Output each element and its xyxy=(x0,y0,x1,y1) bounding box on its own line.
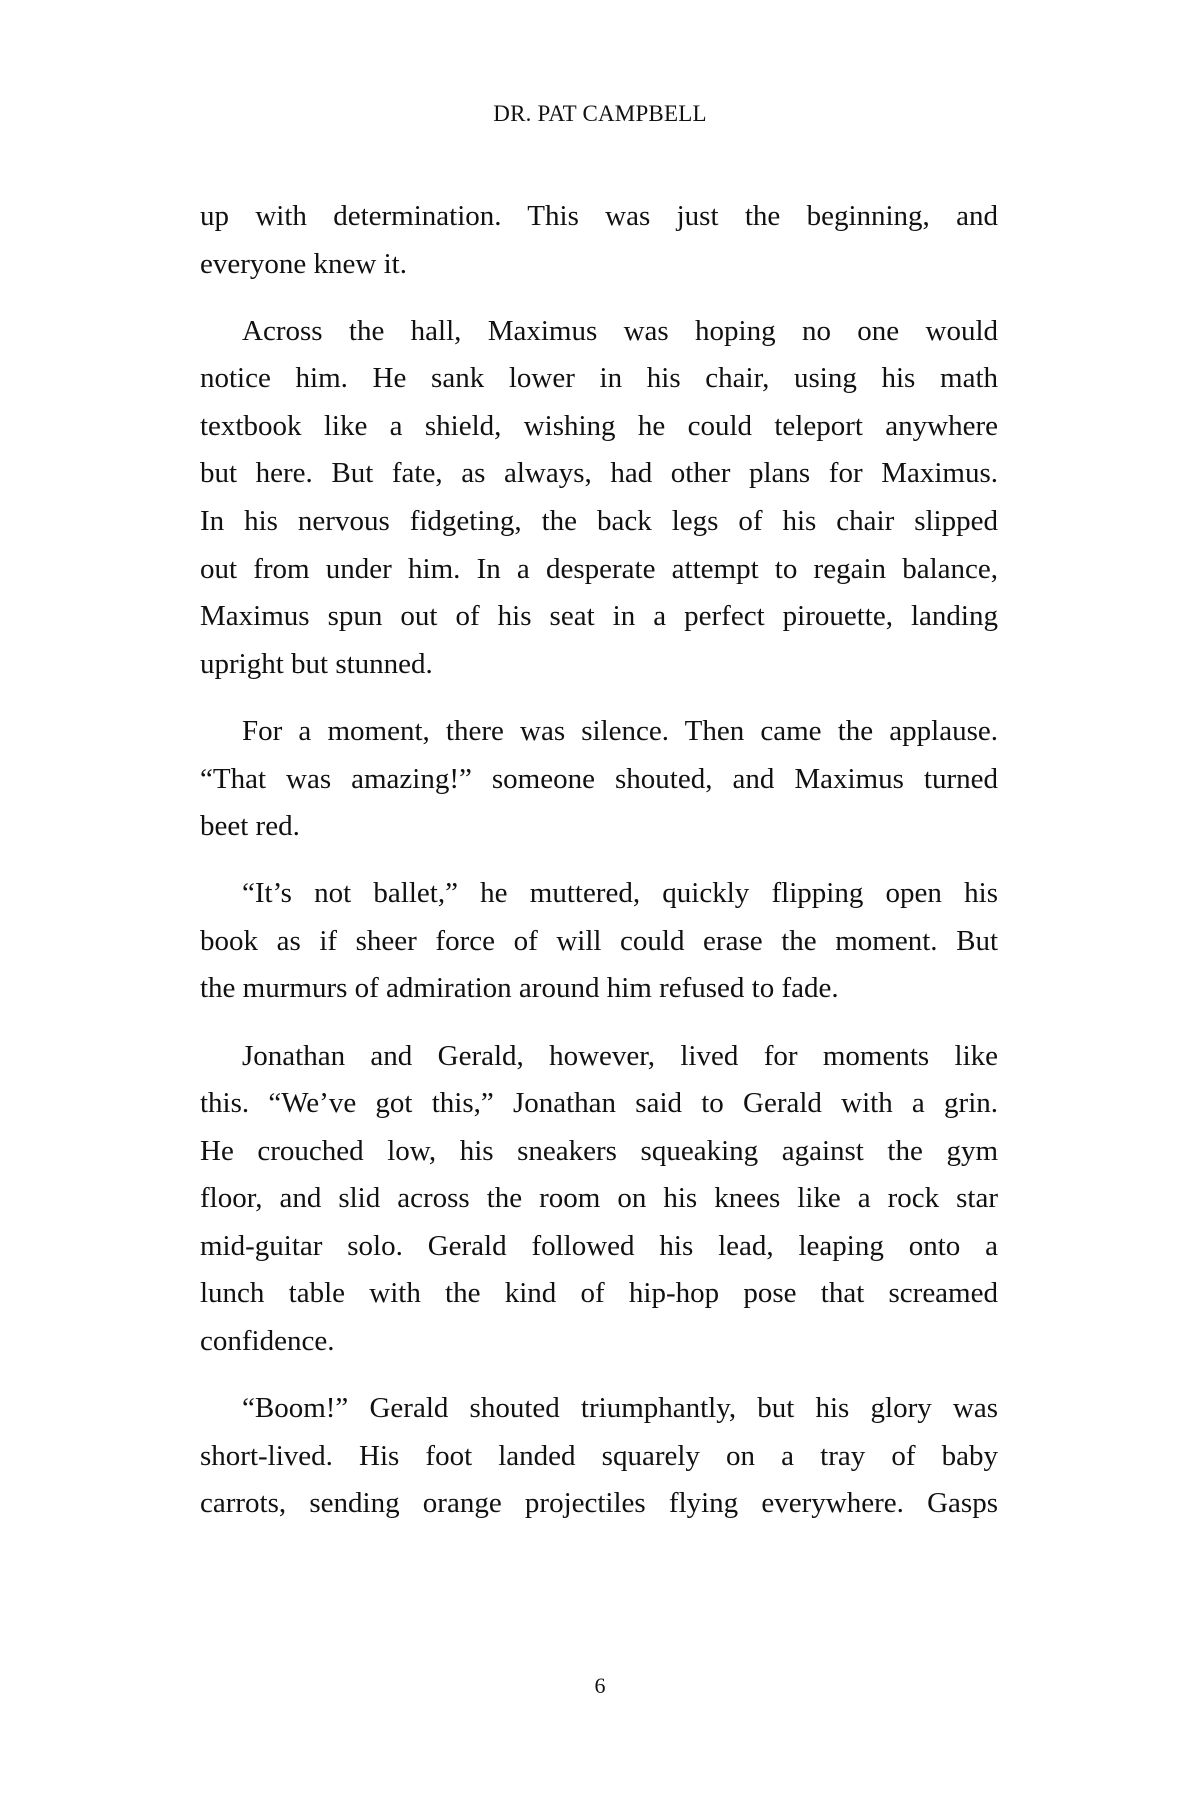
text-line: book as if sheer force of will could erase the moment. But xyxy=(200,924,998,957)
text-line: beet red. xyxy=(200,810,300,843)
page-number: 6 xyxy=(594,1673,606,1698)
paragraph-2 xyxy=(200,308,998,689)
text-line: this. “We’ve got this,” Jonathan said to Gerald with a grin. xyxy=(200,1087,998,1120)
text-line: Across the hall, Maximus was hoping no one would xyxy=(242,314,998,347)
text-line: carrots, sending orange projectiles flying everywhere. Gasps xyxy=(200,1487,998,1520)
text-line: up with determination. This was just the beginning, and xyxy=(200,200,998,232)
text-line: textbook like a shield, wishing he could teleport anywhere xyxy=(200,409,998,442)
text-line: lunch table with the kind of hip-hop pose that screamed xyxy=(200,1277,998,1310)
text-line: Jonathan and Gerald, however, lived for moments like xyxy=(242,1039,998,1072)
text-line: He crouched low, his sneakers squeaking against the gym xyxy=(200,1134,998,1167)
text-line: upright but stunned. xyxy=(200,647,433,680)
text-line: Maximus spun out of his seat in a perfect pirouette, landing xyxy=(200,600,998,633)
body-text xyxy=(200,193,998,1547)
text-line: “Boom!” Gerald shouted triumphantly, but his glory was xyxy=(242,1392,998,1425)
paragraph-6 xyxy=(200,1385,998,1528)
text-line: In his nervous fidgeting, the back legs of his chair slipped xyxy=(200,505,998,538)
text-line: For a moment, there was silence. Then came the applause. xyxy=(242,714,998,747)
paragraph-5 xyxy=(200,1033,998,1366)
text-line: short-lived. His foot landed squarely on a tray of baby xyxy=(200,1439,998,1472)
text-line: notice him. He sank lower in his chair, using his math xyxy=(200,362,998,395)
running-header: DR. PAT CAMPBELL xyxy=(493,101,707,126)
paragraph-3 xyxy=(200,708,998,851)
text-line: “That was amazing!” someone shouted, and Maximus turned xyxy=(200,762,998,795)
text-line: but here. But fate, as always, had other plans for Maximus. xyxy=(200,457,998,490)
paragraph-1 xyxy=(200,193,998,288)
paragraph-4 xyxy=(200,870,998,1013)
text-line: confidence. xyxy=(200,1325,335,1358)
text-line: “It’s not ballet,” he muttered, quickly flipping open his xyxy=(242,877,998,910)
text-line: floor, and slid across the room on his knees like a rock star xyxy=(200,1182,998,1215)
text-line: everyone knew it. xyxy=(200,247,407,280)
text-line: the murmurs of admiration around him refused to fade. xyxy=(200,972,839,1005)
text-line: out from under him. In a desperate attempt to regain balance, xyxy=(200,552,998,585)
text-line: mid-guitar solo. Gerald followed his lead, leaping onto a xyxy=(200,1229,998,1262)
